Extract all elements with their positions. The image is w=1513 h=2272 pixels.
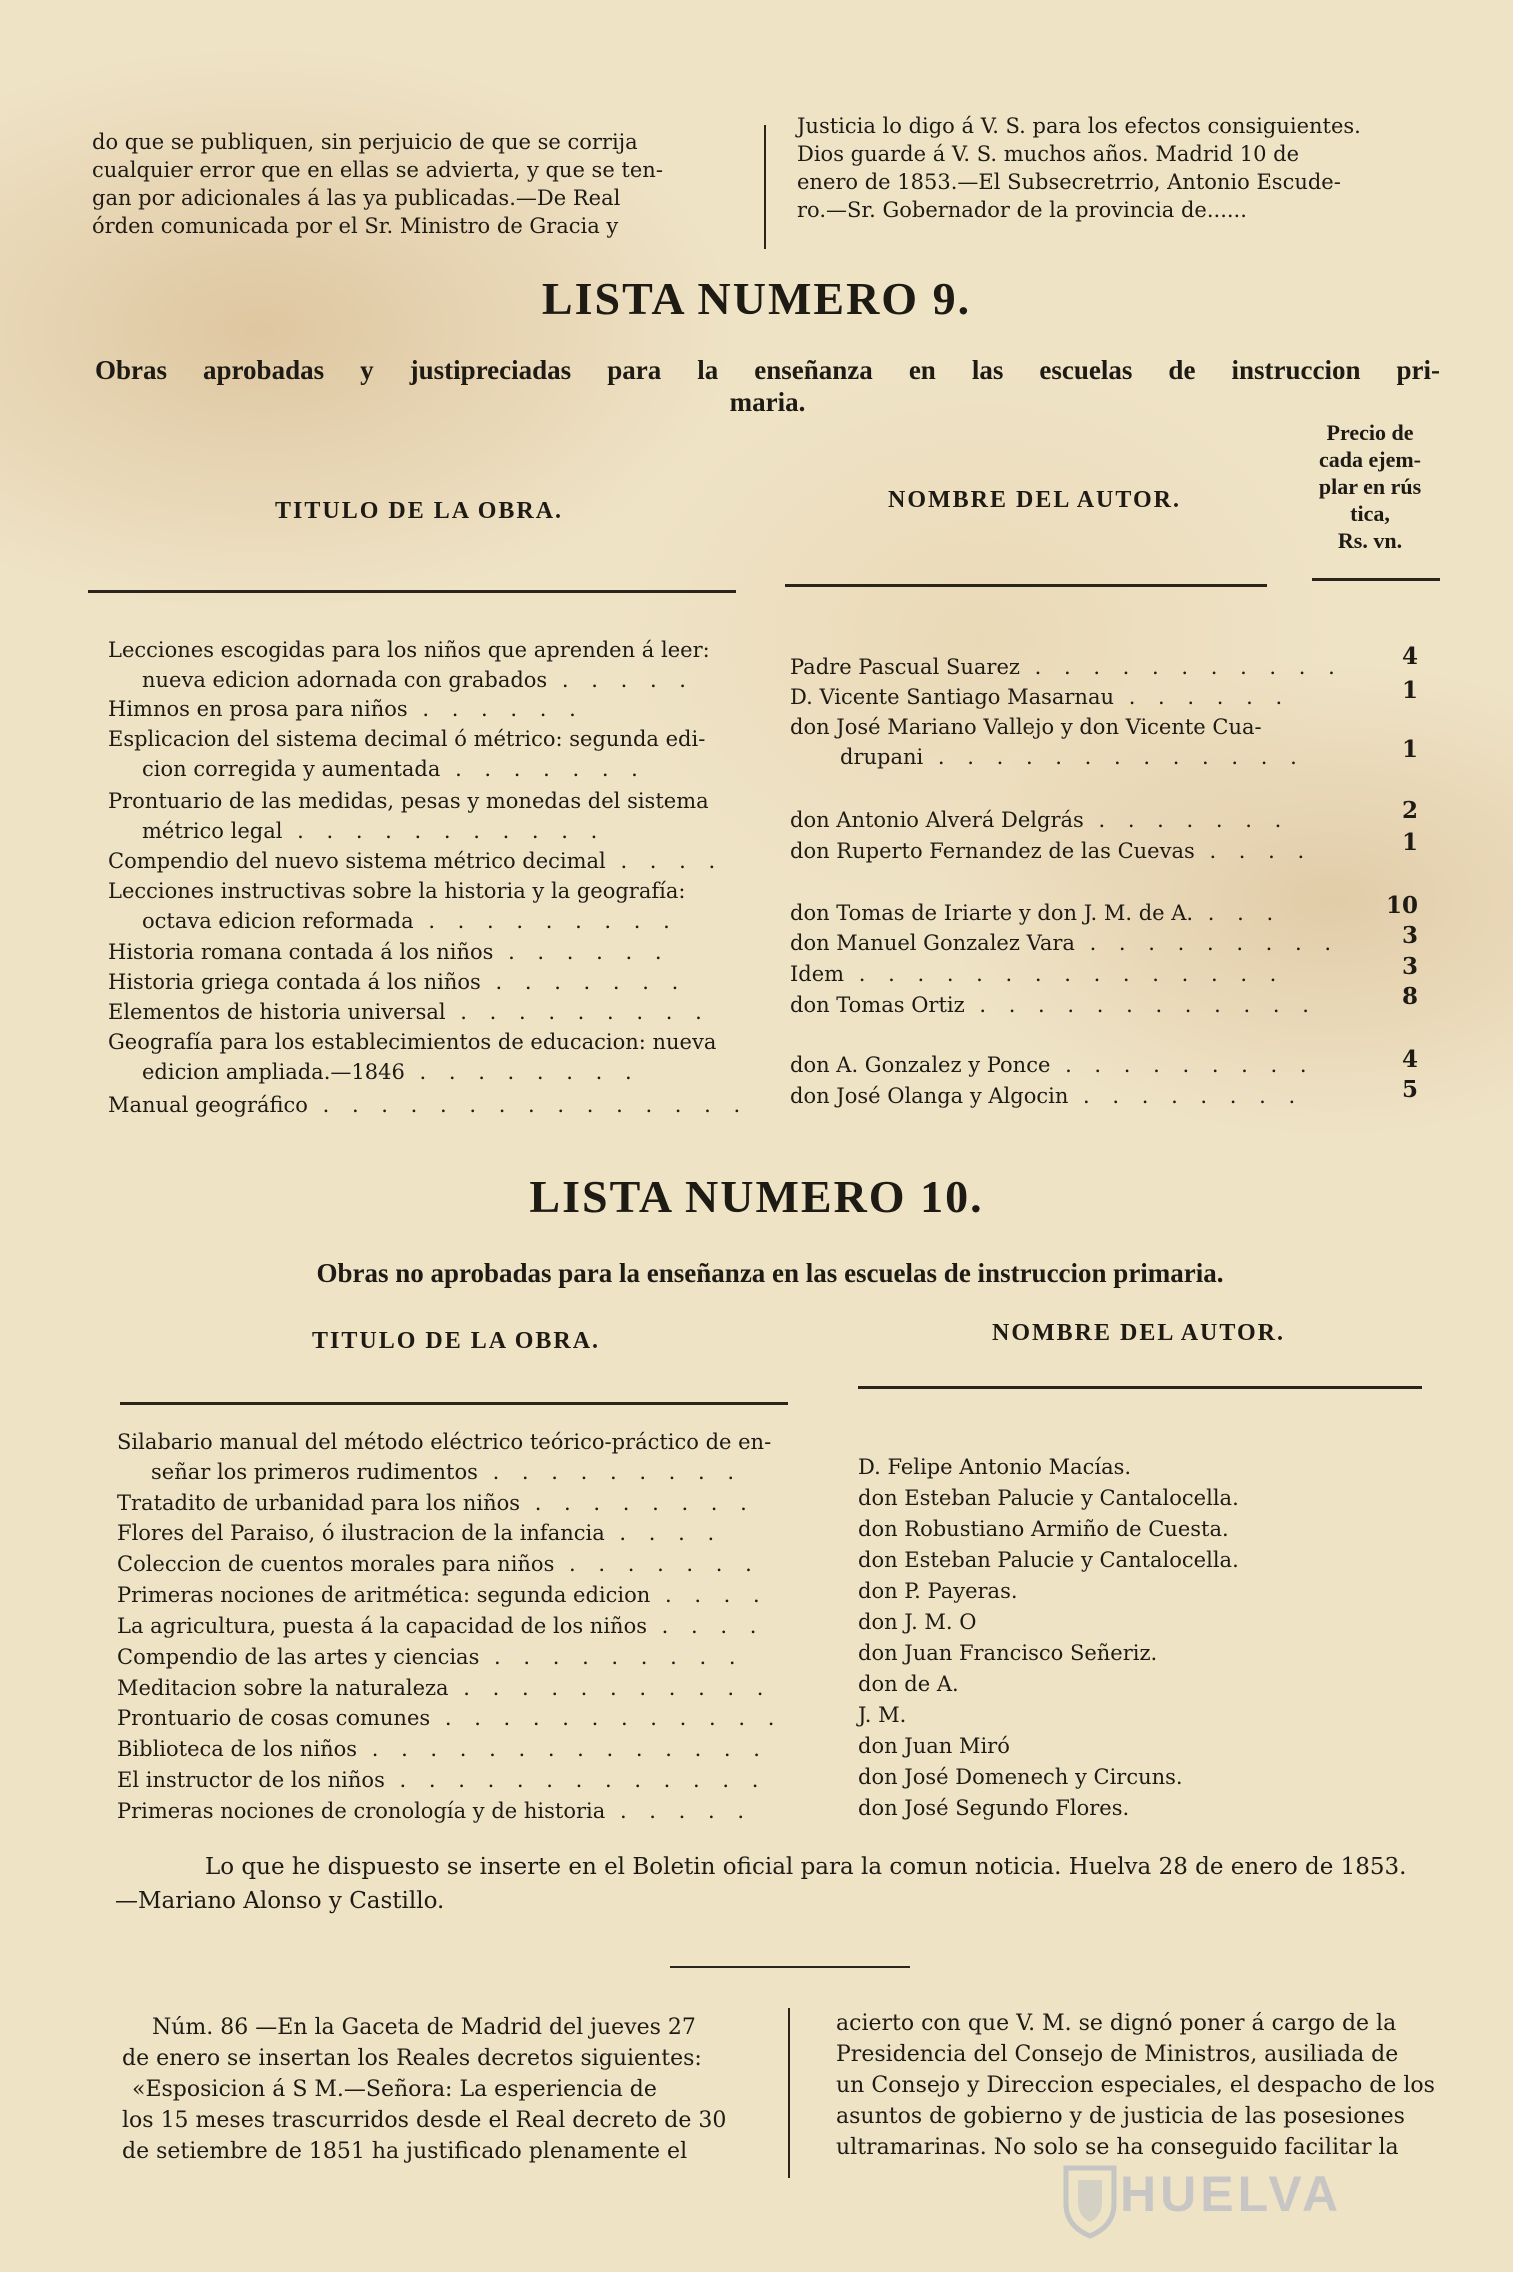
title-line: El instructor de los niños . . . . . . . . . . . . . bbox=[117, 1768, 767, 1792]
list9-rule-mid bbox=[785, 584, 1267, 587]
list10-row-title bbox=[117, 1611, 837, 1641]
price-head-line: Precio de bbox=[1326, 420, 1414, 445]
list10-title: LISTA NUMERO 10. bbox=[529, 1171, 984, 1222]
list9-row-author: don Ruperto Fernandez de las Cuevas . . . . bbox=[790, 839, 1313, 863]
price-head-line: Rs. vn. bbox=[1337, 528, 1403, 553]
list9-row-price: 2 bbox=[1401, 797, 1418, 824]
list9-rule-price bbox=[1312, 578, 1440, 581]
text-line: un Consejo y Direccion especiales, el despacho de los bbox=[836, 2073, 1435, 2098]
list9-row-title bbox=[108, 724, 758, 784]
title-line: Elementos de historia universal . . . . . . . . . bbox=[108, 1000, 710, 1024]
column-divider bbox=[788, 2008, 790, 2178]
list9-row-author: don Manuel Gonzalez Vara . . . . . . . . . bbox=[790, 931, 1340, 955]
title-line: Prontuario de cosas comunes . . . . . . . . . . . . bbox=[117, 1706, 783, 1730]
text-line: de setiembre de 1851 ha justificado plenamente el bbox=[122, 2139, 688, 2164]
list9-row-title bbox=[108, 694, 758, 724]
text-line: asuntos de gobierno y de justicia de las posesiones bbox=[836, 2104, 1405, 2129]
text-line: Presidencia del Consejo de Ministros, ausiliada de bbox=[836, 2042, 1399, 2067]
list9-subtitle-line2: maria. bbox=[729, 387, 806, 417]
top-right-column bbox=[797, 112, 1437, 224]
closing-paragraph bbox=[115, 1850, 1460, 1918]
list10-row-title bbox=[117, 1796, 837, 1826]
list10-row-title bbox=[117, 1673, 837, 1703]
list9-row-price: 3 bbox=[1401, 922, 1418, 949]
title-line: Lecciones escogidas para los niños que aprenden á leer: bbox=[108, 638, 710, 662]
list9-head-author: NOMBRE DEL AUTOR. bbox=[888, 487, 1181, 513]
list9-row-author: D. Vicente Santiago Masarnau . . . . . . bbox=[790, 685, 1291, 709]
title-line: Historia romana contada á los niños . . . . . . bbox=[108, 940, 670, 964]
list10-row-author: don Esteban Palucie y Cantalocella. bbox=[858, 1548, 1239, 1572]
list9-rule-left bbox=[88, 590, 736, 593]
text-line: de enero se insertan los Reales decretos siguientes: bbox=[122, 2046, 702, 2071]
list10-row-title bbox=[117, 1734, 837, 1764]
list9-row-price: 4 bbox=[1401, 1046, 1418, 1073]
list9-row-title bbox=[108, 846, 758, 876]
list9-row-title bbox=[108, 997, 758, 1027]
list10-row-title bbox=[117, 1488, 837, 1518]
section-separator bbox=[670, 1966, 910, 1968]
list9-subtitle bbox=[95, 354, 1440, 418]
title-line: Prontuario de las medidas, pesas y monedas del sistema bbox=[108, 789, 709, 813]
list9-head-price bbox=[1300, 419, 1440, 554]
title-line: señar los primeros rudimentos . . . . . . . . . bbox=[151, 1460, 743, 1484]
title-line: Geografía para los establecimientos de educacion: nueva bbox=[108, 1030, 717, 1054]
title-line: Esplicacion del sistema decimal ó métrico: segunda edi- bbox=[108, 727, 706, 751]
text-line: Núm. 86 —En la Gaceta de Madrid del jueves 27 bbox=[152, 2015, 696, 2040]
list10-row-author: don de A. bbox=[858, 1672, 959, 1696]
list9-subtitle-line1: Obras aprobadas y justipreciadas para la enseñanza en las escuelas de instruccion pri- bbox=[95, 355, 1440, 385]
title-line: Himnos en prosa para niños . . . . . . bbox=[108, 697, 584, 721]
price-head-line: cada ejem- bbox=[1318, 447, 1421, 472]
title-line: Tratadito de urbanidad para los niños . . . . . . . . bbox=[117, 1491, 755, 1515]
price-head-line: plar en rús bbox=[1318, 474, 1422, 499]
list9-row-title bbox=[108, 937, 758, 967]
list10-head-author: NOMBRE DEL AUTOR. bbox=[992, 1320, 1285, 1346]
text-line: ro.—Sr. Gobernador de la provincia de...... bbox=[797, 198, 1247, 222]
title-line: nueva edicion adornada con grabados . . . . . bbox=[142, 668, 694, 692]
list10-row-title bbox=[117, 1765, 837, 1795]
title-line: Silabario manual del método eléctrico teórico-práctico de en- bbox=[117, 1430, 772, 1454]
text-line: Dios guarde á V. S. muchos años. Madrid 10 de bbox=[797, 142, 1299, 166]
list9-row-price: 3 bbox=[1401, 953, 1418, 980]
title-line: Lecciones instructivas sobre la historia y la geografía: bbox=[108, 879, 686, 903]
list9-head-title: TITULO DE LA OBRA. bbox=[275, 498, 564, 524]
list10-row-author: don Esteban Palucie y Cantalocella. bbox=[858, 1486, 1239, 1510]
list9-row-author bbox=[790, 712, 1305, 772]
text-line: cualquier error que en ellas se advierta, y que se ten- bbox=[92, 158, 663, 182]
title-line: Flores del Paraiso, ó ilustracion de la infancia . . . . bbox=[117, 1521, 723, 1545]
text-line: «Esposicion á S M.—Señora: La esperiencia de bbox=[132, 2077, 657, 2102]
text-line: órden comunicada por el Sr. Ministro de Gracia y bbox=[92, 214, 619, 238]
author-line: don José Mariano Vallejo y don Vicente Cua- bbox=[790, 715, 1262, 739]
title-line: Historia griega contada á los niños . . . . . . . bbox=[108, 970, 687, 994]
list9-row-title bbox=[108, 967, 758, 997]
list9-row-title bbox=[108, 876, 758, 936]
top-left-column bbox=[92, 128, 714, 240]
list10-rule-right bbox=[858, 1386, 1422, 1389]
title-line: métrico legal . . . . . . . . . . . bbox=[142, 819, 606, 843]
bottom-left-column bbox=[122, 2012, 742, 2167]
list9-row-price: 5 bbox=[1401, 1076, 1418, 1103]
coat-of-arms-icon bbox=[1060, 2160, 1120, 2244]
list9-row-title bbox=[108, 786, 758, 846]
list9-row-price: 1 bbox=[1401, 829, 1418, 856]
title-line: La agricultura, puesta á la capacidad de los niños . . . . bbox=[117, 1614, 765, 1638]
list9-row-price: 1 bbox=[1401, 736, 1418, 763]
list9-row-author: don A. Gonzalez y Ponce . . . . . . . . . bbox=[790, 1053, 1315, 1077]
text-line: gan por adicionales á las ya publicadas.—De Real bbox=[92, 186, 621, 210]
text-line: acierto con que V. M. se dignó poner á cargo de la bbox=[836, 2011, 1397, 2036]
list9-row-author: Idem . . . . . . . . . . . . . . . bbox=[790, 962, 1285, 986]
title-line: Compendio de las artes y ciencias . . . . . . . . . bbox=[117, 1645, 744, 1669]
text-line: Justicia lo digo á V. S. para los efectos consiguientes. bbox=[797, 114, 1361, 138]
list9-row-title bbox=[108, 1090, 758, 1120]
list10-row-author: don Juan Miró bbox=[858, 1734, 1010, 1758]
closing-line1: Lo que he dispuesto se inserte en el Boletin oficial para la comun noticia. Huelva 28 de enero de 1853. bbox=[205, 1854, 1407, 1880]
list9-row-title bbox=[108, 635, 758, 695]
list10-row-author: don Robustiano Armiño de Cuesta. bbox=[858, 1517, 1229, 1541]
bottom-right-column bbox=[836, 2008, 1458, 2163]
list9-title: LISTA NUMERO 9. bbox=[541, 273, 972, 324]
list10-row-author: don P. Payeras. bbox=[858, 1579, 1018, 1603]
archive-watermark: HUELVA bbox=[1120, 2166, 1343, 2222]
list10-row-author: J. M. bbox=[858, 1703, 907, 1727]
list10-row-title bbox=[117, 1549, 837, 1579]
title-line: Meditacion sobre la naturaleza . . . . . . . . . . . bbox=[117, 1676, 772, 1700]
title-line: Primeras nociones de cronología y de historia . . . . . bbox=[117, 1799, 753, 1823]
text-line: enero de 1853.—El Subsecretrrio, Antonio Escude- bbox=[797, 170, 1341, 194]
list10-row-author: don José Domenech y Circuns. bbox=[858, 1765, 1183, 1789]
title-line: Coleccion de cuentos morales para niños . . . . . . . bbox=[117, 1552, 760, 1576]
list9-row-author: don Tomas Ortiz . . . . . . . . . . . . bbox=[790, 993, 1317, 1017]
text-line: ultramarinas. No solo se ha conseguido facilitar la bbox=[836, 2135, 1399, 2160]
text-line: los 15 meses trascurridos desde el Real decreto de 30 bbox=[122, 2108, 727, 2133]
title-line: octava edicion reformada . . . . . . . . . bbox=[142, 909, 678, 933]
list10-row-title bbox=[117, 1518, 837, 1548]
list10-row-author: don J. M. O bbox=[858, 1610, 977, 1634]
title-line: Biblioteca de los niños . . . . . . . . . . . . . . bbox=[117, 1737, 768, 1761]
list10-row-title bbox=[117, 1703, 837, 1733]
list10-row-author: D. Felipe Antonio Macías. bbox=[858, 1455, 1132, 1479]
author-line: drupani . . . . . . . . . . . . . bbox=[840, 745, 1305, 769]
list10-row-title bbox=[117, 1642, 837, 1672]
list9-row-price: 1 bbox=[1401, 677, 1418, 704]
title-line: cion corregida y aumentada . . . . . . . bbox=[142, 757, 646, 781]
list10-head-title: TITULO DE LA OBRA. bbox=[312, 1328, 601, 1354]
price-head-line: tica, bbox=[1350, 501, 1390, 526]
closing-line2: —Mariano Alonso y Castillo. bbox=[115, 1888, 445, 1914]
list9-row-price: 4 bbox=[1401, 643, 1418, 670]
list10-row-author: don Juan Francisco Señeriz. bbox=[858, 1641, 1158, 1665]
list9-row-author: don Antonio Alverá Delgrás . . . . . . . bbox=[790, 808, 1290, 832]
title-line: Primeras nociones de aritmética: segunda edicion . . . . bbox=[117, 1583, 768, 1607]
list10-row-author: don José Segundo Flores. bbox=[858, 1796, 1130, 1820]
title-line: Manual geográfico . . . . . . . . . . . . . . . bbox=[108, 1093, 749, 1117]
title-line: edicion ampliada.—1846 . . . . . . . . bbox=[142, 1060, 640, 1084]
list10-subtitle: Obras no aprobadas para la enseñanza en las escuelas de instruccion primaria. bbox=[316, 1258, 1224, 1288]
list10-row-title bbox=[117, 1427, 837, 1487]
list9-row-author: Padre Pascual Suarez . . . . . . . . . . . bbox=[790, 655, 1343, 679]
list10-rule-left bbox=[120, 1402, 788, 1405]
list9-row-price: 10 bbox=[1385, 892, 1418, 919]
column-divider bbox=[764, 125, 766, 249]
title-line: Compendio del nuevo sistema métrico decimal . . . . bbox=[108, 849, 724, 873]
list10-row-title bbox=[117, 1580, 837, 1610]
text-line: do que se publiquen, sin perjuicio de que se corrija bbox=[92, 130, 638, 154]
list9-row-author: don Tomas de Iriarte y don J. M. de A. . . . bbox=[790, 901, 1282, 925]
list9-row-title bbox=[108, 1027, 758, 1087]
list9-row-author: don José Olanga y Algocin . . . . . . . . bbox=[790, 1084, 1304, 1108]
list9-row-price: 8 bbox=[1401, 983, 1418, 1010]
